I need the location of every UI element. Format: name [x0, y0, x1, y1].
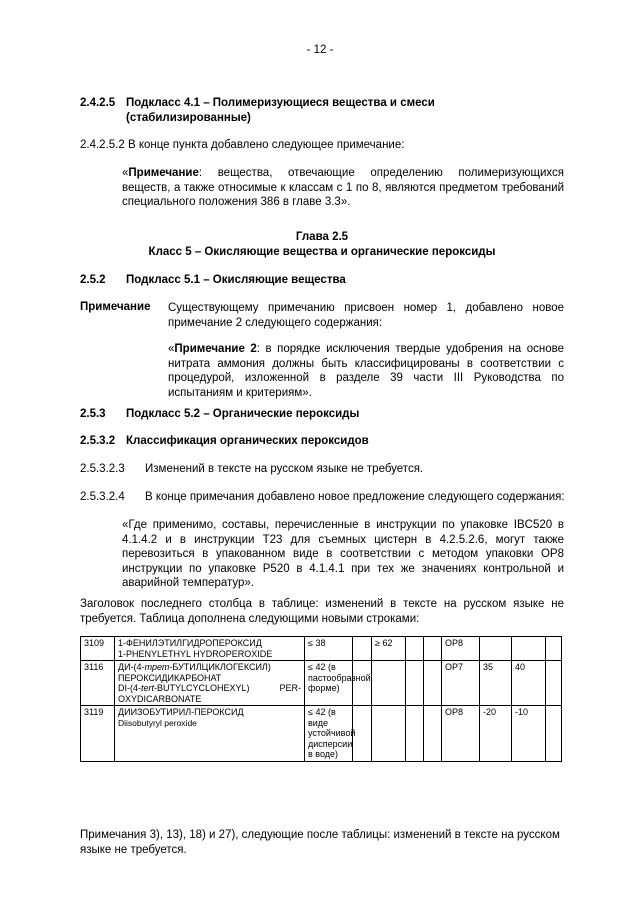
cell-emergency-temp: -10: [512, 706, 546, 762]
chapter-title: Глава 2.5: [295, 231, 349, 243]
paragraph-2-5-3-2-4: 2.5.3.2.4 В конце примечания добавлено новое предложение следующего содержания:: [80, 491, 565, 503]
cell-col7: [424, 637, 442, 661]
page-number: - 12 -: [306, 44, 334, 56]
paragraph-footer-notes: Примечания 3), 13), 18) и 27), следующие после таблицы: изменений в тексте на русском языке не требуется.: [80, 829, 560, 856]
cell-col5: [372, 706, 406, 762]
cell-last: [546, 661, 562, 706]
section-heading-2-5-3: 2.5.3 Подкласс 5.2 – Органические пероксиды: [80, 408, 360, 420]
cell-un-number: 3109: [81, 637, 115, 661]
table-row: [81, 706, 562, 762]
chapter-subtitle: Класс 5 – Окисляющие вещества и органические пероксиды: [148, 245, 496, 258]
cell-col4: [353, 661, 372, 706]
section-heading-2-5-2: 2.5.2 Подкласс 5.1 – Окисляющие вещества: [80, 274, 346, 286]
cell-control-temp: 35: [480, 661, 512, 706]
cell-method: OP8: [442, 706, 480, 762]
cell-last: [546, 637, 562, 661]
note-text: Существующему примечанию присвоен номер 1, добавлено новое примечание 2 следующего содержания:: [168, 302, 564, 329]
section-heading-2-4-2-5: [80, 96, 570, 125]
cell-substance: 1-ФЕНИЛЭТИЛГИДРОПЕРОКСИД 1-PHENYLETHYL HYDROPEROXIDE: [115, 637, 305, 661]
cell-concentration: ≤ 42 (в пастообразной форме): [305, 661, 353, 706]
cell-col4: [353, 637, 372, 661]
quote-3: «Где применимо, составы, перечисленные в инструкции по упаковке IBC520 в 4.1.4.2 и в инструкции T23 для съемных цистерн в 4.2.5.2.6, могут также перевозиться в упакованном виде в соответствии с методом упаковки OP8 инструкции по упаковке P520 в 4.1.4.1 при тех же значениях контрольной и аварийной температур».: [122, 519, 564, 589]
section-title: Подкласс 4.1 – Полимеризующиеся вещества и смеси: [126, 97, 435, 109]
table-row: [81, 661, 562, 706]
paragraph-2-5-3-2-3: 2.5.3.2.3 Изменений в тексте на русском языке не требуется.: [80, 463, 424, 475]
note-label: Примечание: [80, 301, 151, 313]
cell-col5: ≥ 62: [372, 637, 406, 661]
cell-col6: [406, 706, 424, 762]
quote-bold: Примечание: [128, 167, 199, 179]
cell-un-number: 3119: [81, 706, 115, 762]
quote-note-1: «Примечание: вещества, отвечающие определению полимеризующихся веществ, а также относимые к классам с 1 по 8, являются предметом требований специального положения 386 в главе 3.3».: [122, 167, 564, 208]
cell-emergency-temp: 40: [512, 661, 546, 706]
cell-emergency-temp: [512, 637, 546, 661]
cell-method: OP7: [442, 661, 480, 706]
cell-concentration: ≤ 38: [305, 637, 353, 661]
cell-control-temp: [480, 637, 512, 661]
paragraph-2-4-2-5-2: 2.4.2.5.2 В конце пункта добавлено следующее примечание:: [80, 139, 405, 151]
cell-col5: [372, 661, 406, 706]
section-heading-2-5-3-2: 2.5.3.2 Классификация органических пероксидов: [80, 435, 369, 447]
paragraph-table-intro: Заголовок последнего столбца в таблице: изменений в тексте на русском языке не требуется. Таблица дополнена следующими новыми строками:: [80, 598, 564, 625]
cell-substance: ДИ-(4-трет-БУТИЛЦИКЛОГЕКСИЛ) ПЕРОКСИДИКАРБОНАТ DI-(4-tert-BUTYLCYCLOHEXYL) PER-OXYDICARBONATE: [115, 661, 305, 706]
cell-control-temp: -20: [480, 706, 512, 762]
table-row: [81, 637, 562, 661]
cell-last: [546, 706, 562, 762]
cell-col6: [406, 661, 424, 706]
cell-col7: [424, 661, 442, 706]
peroxide-table: [80, 636, 562, 762]
cell-col6: [406, 637, 424, 661]
chapter-heading: [80, 230, 564, 259]
cell-un-number: 3116: [81, 661, 115, 706]
section-number: 2.4.2.5: [80, 97, 116, 109]
section-title-cont: (стабилизированные): [126, 111, 251, 124]
quote-note-2: «Примечание 2: в порядке исключения твердые удобрения на основе нитрата аммония должны быть классифицированы в соответствии с процедурой, изложенной в разделе 39 части III Руководства по испытаниям и критериям».: [168, 343, 564, 399]
cell-method: OP8: [442, 637, 480, 661]
cell-substance: ДИИЗОБУТИРИЛ-ПЕРОКСИД Diisobutyryl peroxide: [115, 706, 305, 762]
cell-col7: [424, 706, 442, 762]
cell-concentration: ≤ 42 (в виде устойчивой дисперсии в воде): [305, 706, 353, 762]
